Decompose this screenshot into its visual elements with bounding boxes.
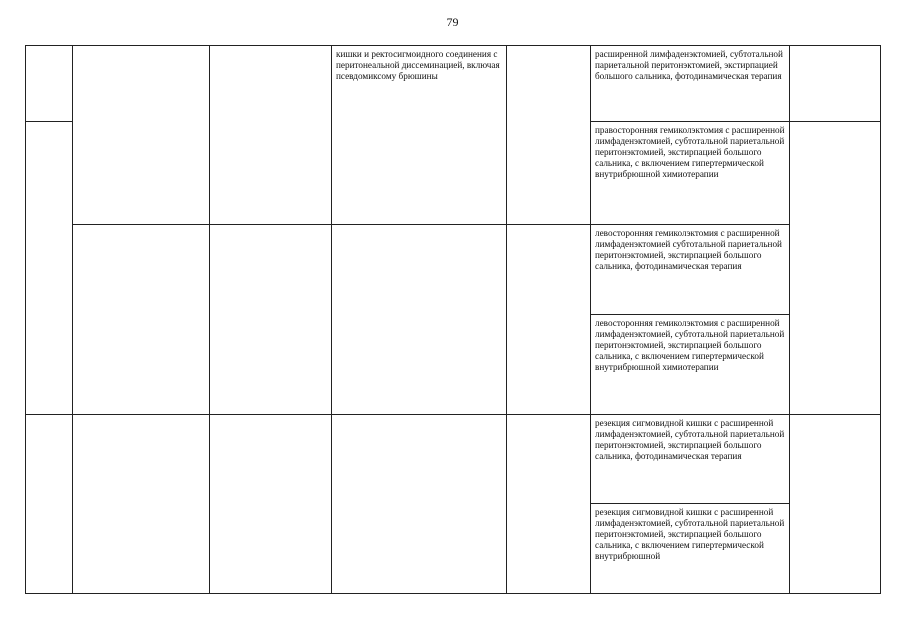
method-cell — [591, 315, 790, 415]
cost-cell — [790, 46, 881, 122]
profile-cell — [73, 46, 210, 225]
method-cell — [591, 415, 790, 504]
diagnosis-text: кишки и ректосигмоидного соединения с перитонеальной диссеминацией, включая псевдомиксому брюшины — [336, 49, 500, 81]
row-number-cell — [26, 46, 73, 122]
diagnosis-cell — [332, 225, 507, 415]
diagnosis-cell — [332, 415, 507, 594]
diagnosis-cell — [332, 46, 507, 225]
code-cell — [210, 415, 332, 594]
patient-model-cell — [507, 46, 591, 225]
cost-cell — [790, 415, 881, 594]
procedures-table — [25, 45, 881, 594]
code-cell — [210, 225, 332, 415]
code-cell — [210, 46, 332, 225]
method-text: расширенной лимфаденэктомией, субтотальной париетальной перитонэктомией, экстирпацией большого сальника, фотодинамическая терапия — [595, 49, 783, 81]
profile-cell — [73, 415, 210, 594]
method-text: правосторонняя гемиколэктомия с расширенной лимфаденэктомией, субтотальной париетальной перитонэктомией, экстирпацией большого сальника, с включением гипертермической внутрибрюшной химиотерапии — [595, 125, 785, 179]
method-cell — [591, 225, 790, 315]
method-cell — [591, 504, 790, 594]
method-text: резекция сигмовидной кишки с расширенной лимфаденэктомией, субтотальной париетальной перитонэктомией, экстирпацией большого сальника, фотодинамическая терапия — [595, 418, 785, 461]
patient-model-cell — [507, 415, 591, 594]
method-cell — [591, 46, 790, 122]
method-text: левосторонняя гемиколэктомия с расширенной лимфаденэктомией, субтотальной париетальной перитонэктомией, экстирпацией большого сальника, с включением гипертермической внутрибрюшной химиотерапии — [595, 318, 785, 372]
patient-model-cell — [507, 225, 591, 415]
method-text: резекция сигмовидной кишки с расширенной лимфаденэктомией, субтотальной париетальной перитонэктомией, экстирпацией большого сальника, с включением гипертермической внутрибрюшной — [595, 507, 785, 561]
table-row — [26, 46, 881, 122]
row-number-cell — [26, 415, 73, 594]
method-cell — [591, 122, 790, 225]
page-number: 79 — [446, 15, 459, 29]
table-row — [26, 225, 881, 315]
profile-cell — [73, 225, 210, 415]
row-number-cell — [26, 122, 73, 415]
table-row — [26, 415, 881, 504]
cost-cell — [790, 122, 881, 415]
method-text: левосторонняя гемиколэктомия с расширенной лимфаденэктомией субтотальной париетальной перитонэктомией, экстирпацией большого сальника, фотодинамическая терапия — [595, 228, 782, 271]
